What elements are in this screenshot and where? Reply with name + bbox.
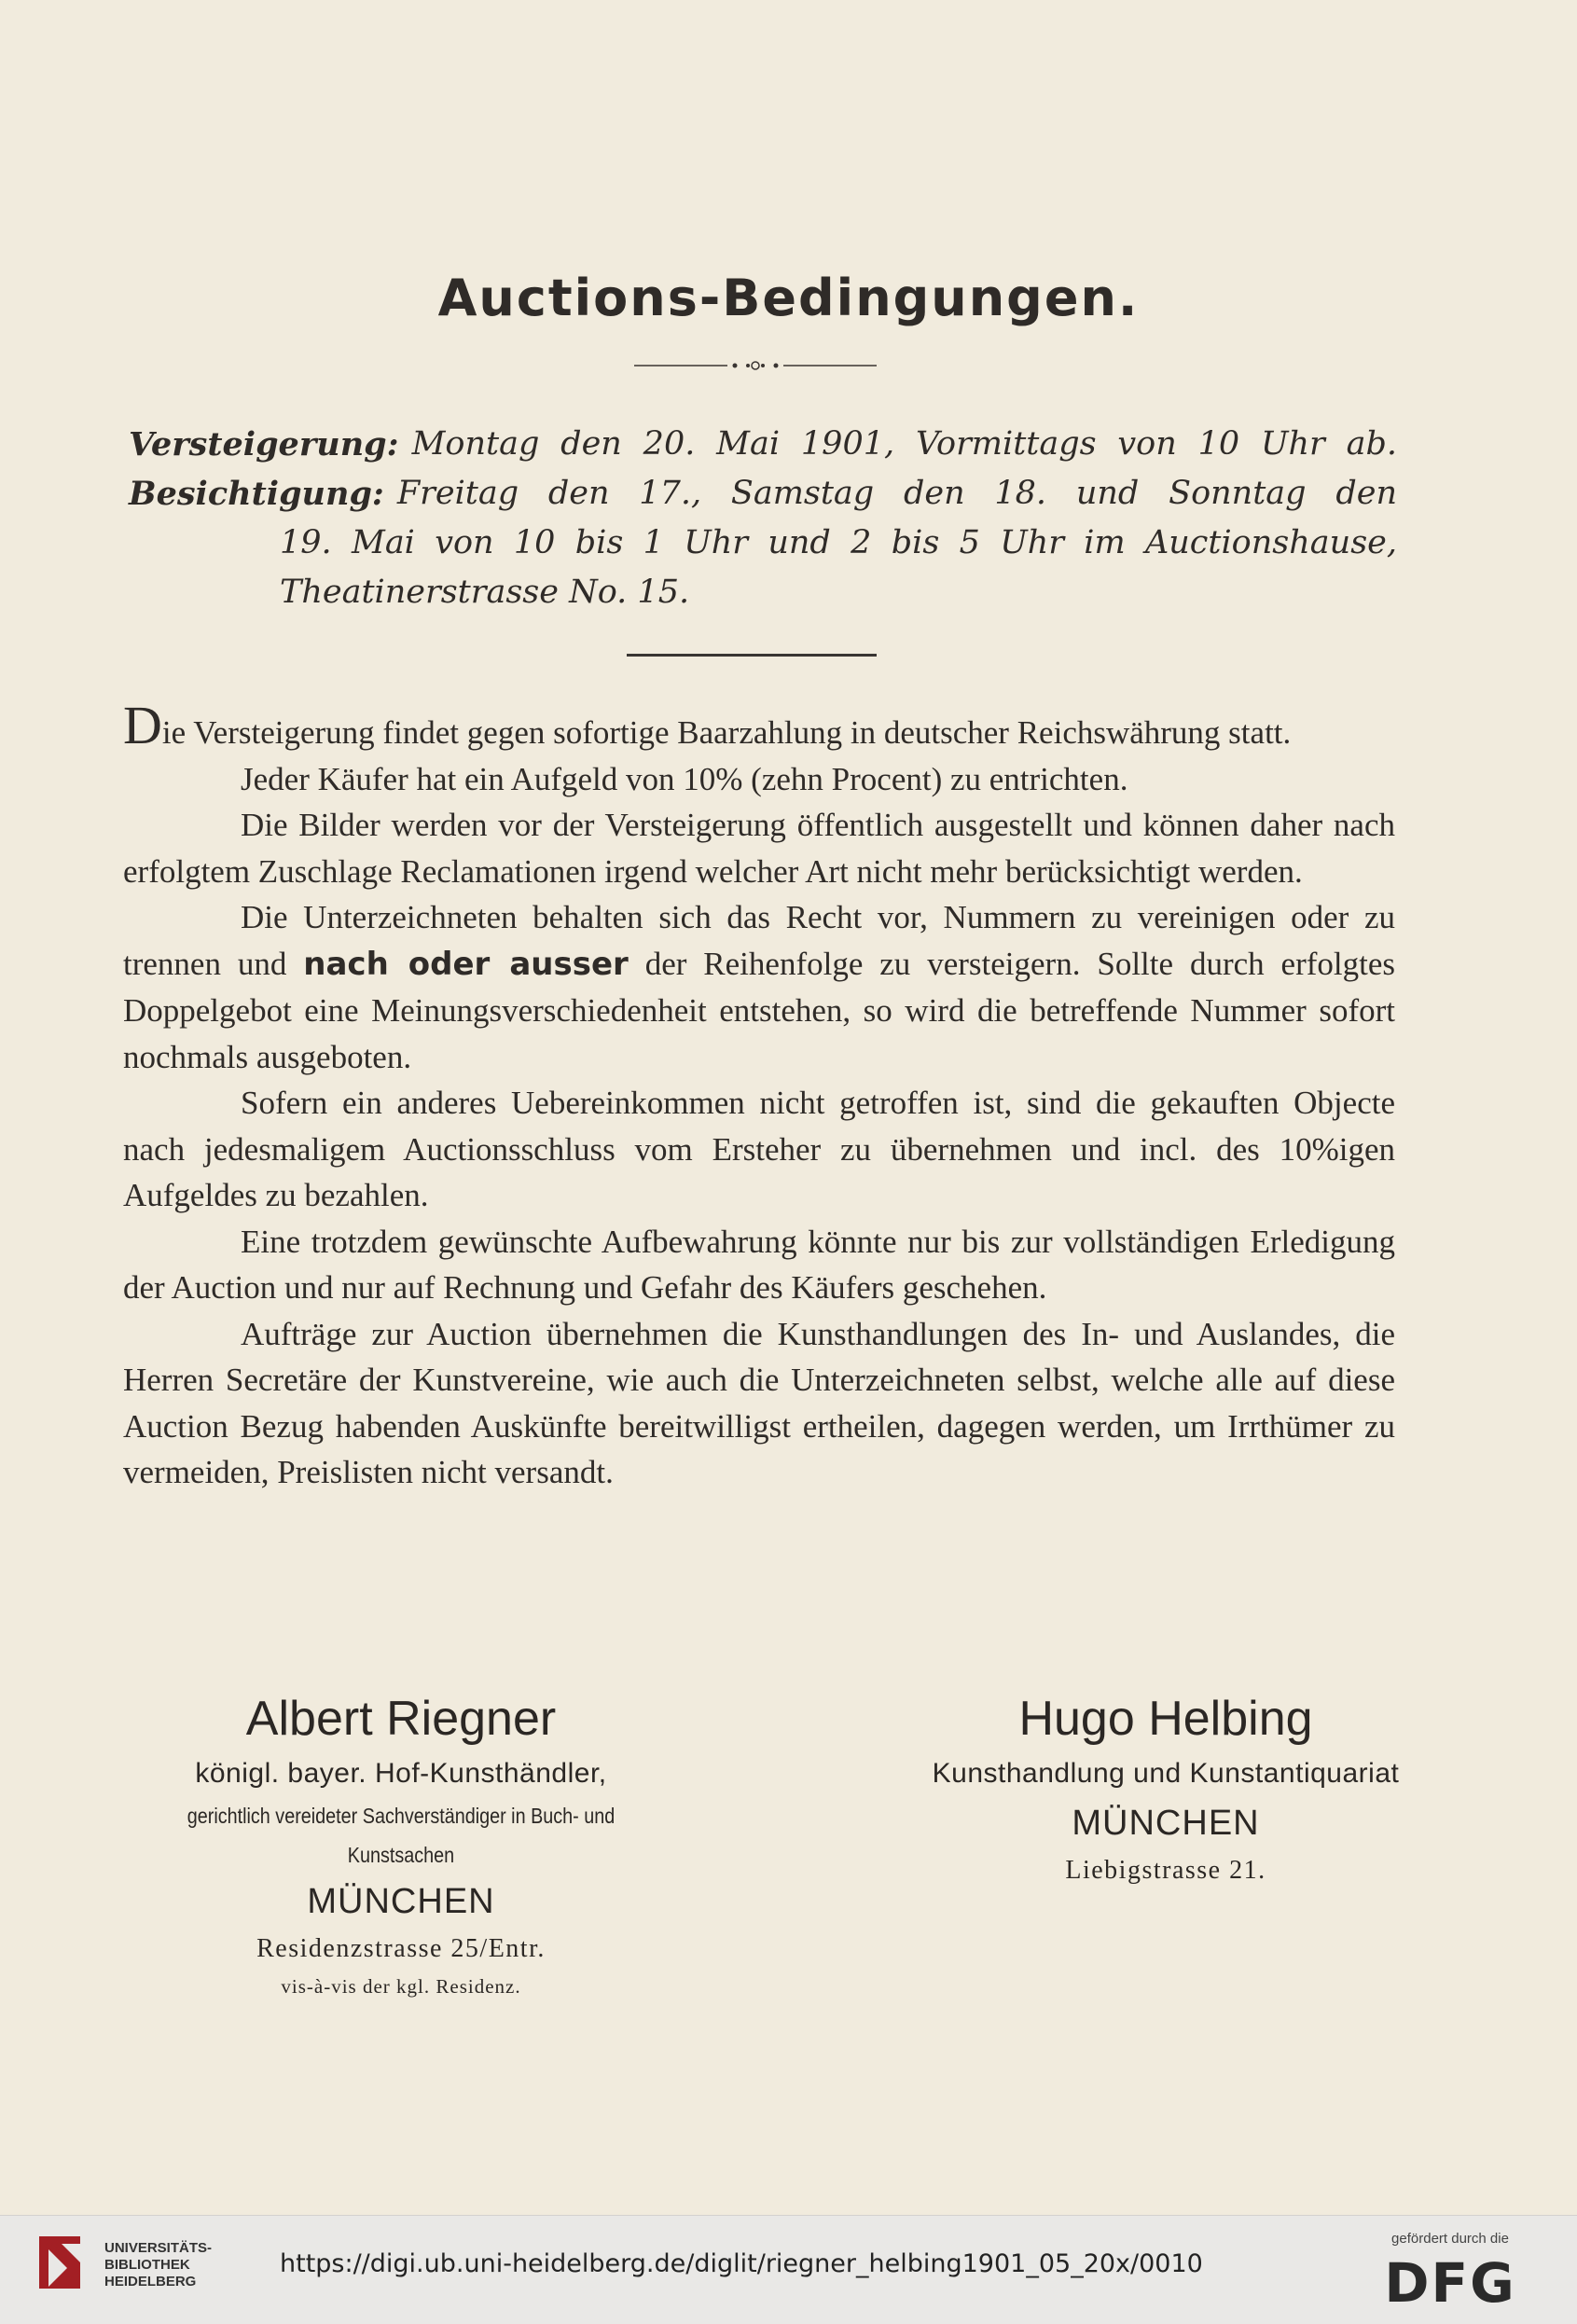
divider-rule — [627, 654, 877, 657]
institution-name: UNIVERSITÄTS- BIBLIOTHEK HEIDELBERG — [104, 2240, 213, 2289]
signatory-name: Hugo Helbing — [1018, 1692, 1313, 1746]
viewer-footer — [0, 2215, 1577, 2324]
signatory-riegner — [93, 1686, 709, 2003]
signatory-name: Albert Riegner — [245, 1692, 557, 1746]
viewing-line-1: Freitag den 17., Samstag den 18. und Sonntag den — [396, 475, 1397, 512]
viewing-line-3: Theatinerstrasse No. 15. — [280, 574, 690, 611]
signatory-city: MÜNCHEN — [307, 1882, 495, 1921]
signatory-qualification: gerichtlich vereideter Sachverständiger in Buch- und Kunstsachen — [187, 1804, 616, 1867]
auction-conditions — [123, 695, 1396, 1496]
drop-cap: D — [123, 695, 162, 755]
funded-by-label: gefördert durch die — [1391, 2231, 1509, 2247]
signatory-title: Kunsthandlung und Kunstantiquariat — [932, 1758, 1400, 1789]
condition-paragraph-6: Eine trotzdem gewünschte Aufbewahrung könnte nur bis zur vollständigen Erledigung der Auction und nur auf Rechnung und Gefahr des Käufers geschehen. — [123, 1223, 1395, 1306]
condition-paragraph-1: Die Versteigerung findet gegen sofortige Baarzahlung in deutscher Reichswährung statt. — [123, 695, 1292, 755]
condition-paragraph-5: Sofern ein anderes Uebereinkommen nicht getroffen ist, sind die gekauften Objecte nach jedesmaligem Auctionsschluss vom Ersteher zu übernehmen und incl. des 10%igen Aufgeldes zu bezahlen. — [123, 1085, 1395, 1213]
page-title: Auctions-Bedingungen. — [437, 269, 1140, 327]
title-ornament — [634, 360, 877, 371]
signatory-street: Liebigstrasse 21. — [1065, 1856, 1266, 1885]
signatory-title: königl. bayer. Hof-Kunsthändler, — [195, 1758, 607, 1789]
condition-paragraph-3: Die Bilder werden vor der Versteigerung öffentlich ausgestellt und können daher nach erfolgtem Zuschlage Reclamationen irgend welcher Art nicht mehr berücksichtigt werden. — [123, 807, 1395, 890]
viewing-line-2: 19. Mai von 10 bis 1 Uhr und 2 bis 5 Uhr im Auctionshause, — [280, 524, 1397, 561]
emphasis-text: nach oder ausser — [303, 945, 629, 983]
permalink-url[interactable]: https://digi.ub.uni-heidelberg.de/diglit/riegner_helbing1901_05_20x/0010 — [280, 2249, 1203, 2278]
condition-paragraph-7: Aufträge zur Auction übernehmen die Kunsthandlungen des In- und Auslandes, die Herren Secretäre der Kunstvereine, wie auch die Unterzeichneten selbst, welche alle auf diese Auction Bezug habenden Auskünfte bereitwilligst ertheilen, dagegen werden, um Irrthümer zu vermeiden, Preislisten nicht versandt. — [123, 1315, 1395, 1490]
signatory-city: MÜNCHEN — [1072, 1804, 1260, 1843]
dfg-logo: DFG — [1384, 2251, 1516, 2315]
auction-date-value: Montag den 20. Mai 1901, Vormittags von 10 Uhr ab. — [411, 425, 1397, 463]
viewing-label: Besichtigung: — [129, 475, 384, 513]
condition-paragraph-2: Jeder Käufer hat ein Aufgeld von 10% (zehn Procent) zu entrichten. — [241, 760, 1128, 797]
signatory-note: vis-à-vis der kgl. Residenz. — [281, 1975, 521, 1998]
signatory-helbing — [821, 1686, 1511, 1891]
auction-schedule — [129, 420, 1397, 617]
auction-date-row — [129, 420, 1397, 469]
auction-date-label: Versteigerung: — [129, 425, 399, 463]
viewing-row — [129, 469, 1397, 519]
library-logo-icon — [39, 2236, 95, 2300]
signatory-street: Residenzstrasse 25/Entr. — [256, 1934, 546, 1963]
condition-paragraph-4: Die Unterzeichneten behalten sich das Recht vor, Nummern zu vereinigen oder zu trennen und nach oder ausser der Reihenfolge zu versteigern. Sollte durch erfolgtes Doppelgebot eine Meinungsverschiedenheit entstehen, so wird die betreffende Nummer sofort nochmals ausgeboten. — [123, 899, 1396, 1075]
